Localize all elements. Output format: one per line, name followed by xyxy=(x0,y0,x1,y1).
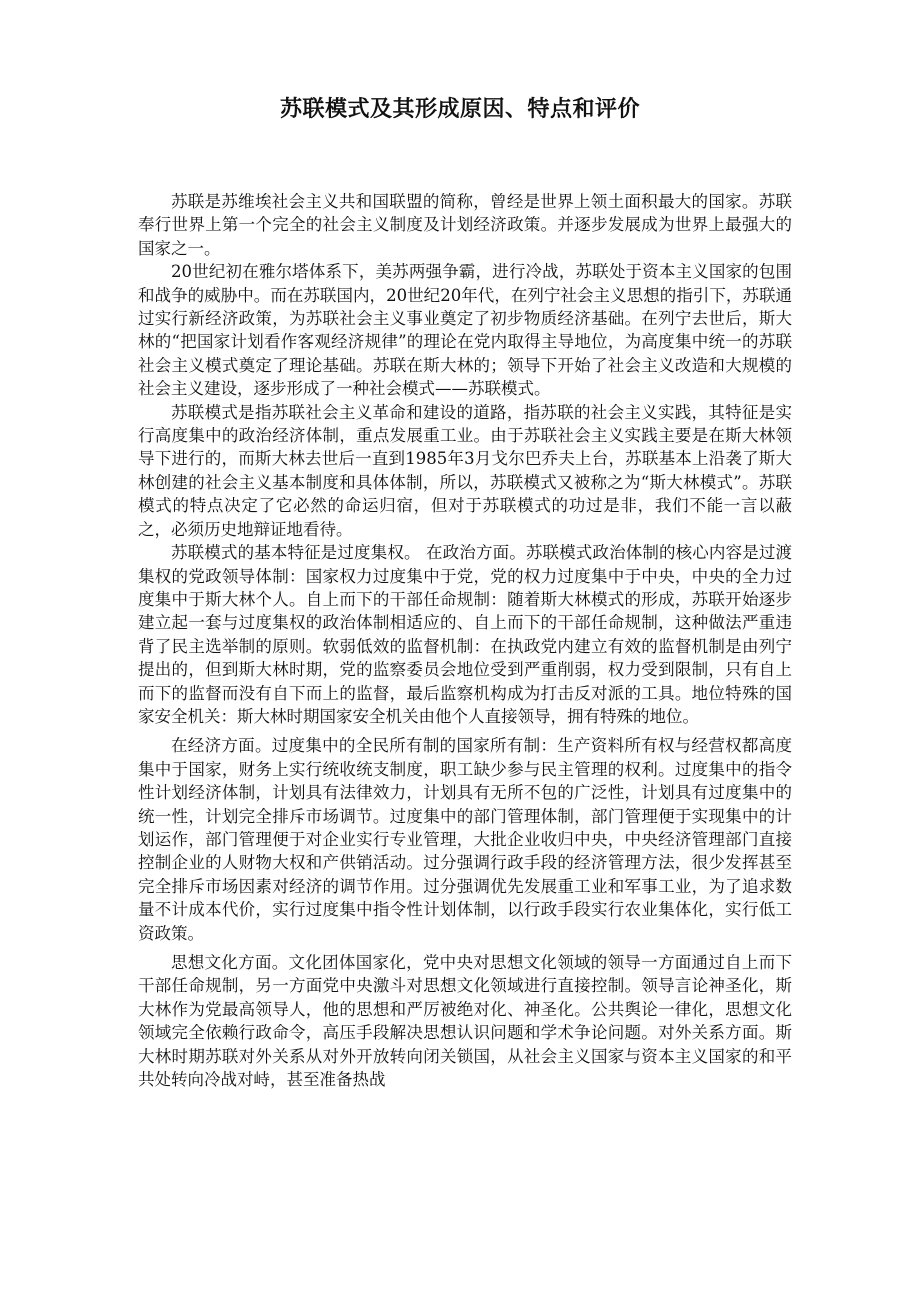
paragraph-background: 20世纪初在雅尔塔体系下，美苏两强争霸，进行冷战，苏联处于资本主义国家的包围和战争的威胁中。而在苏联国内，20世纪20年代，在列宁社会主义思想的指引下，苏联通过实行新经济政策，为苏联社会主义事业奠定了初步物质经济基础。在列宁去世后，斯大林的“把国家计划看作客观经济规律”的理论在党内取得主导地位，为高度集中统一的苏联社会主义模式奠定了理论基础。苏联在斯大林的；领导下开始了社会主义改造和大规模的社会主义建设，逐步形成了一种社会模式——苏联模式。 xyxy=(138,262,792,399)
paragraph-definition: 苏联模式是指苏联社会主义革命和建设的道路，指苏联的社会主义实践，其特征是实行高度集中的政治经济体制，重点发展重工业。由于苏联社会主义实践主要是在斯大林领导下进行的，而斯大林去世后一直到1985年3月戈尔巴乔夫上台，苏联基本上沿袭了斯大林创建的社会主义基本制度和具体体制，所以，苏联模式又被称之为“斯大林模式”。苏联模式的特点决定了它必然的命运归宿，但对于苏联模式的功过是非，我们不能一言以蔽之，必须历史地辩证地看待。 xyxy=(138,402,792,539)
paragraph-culture: 思想文化方面。文化团体国家化，党中央对思想文化领域的领导一方面通过自上而下干部任命规制，另一方面党中央激斗对思想文化领域进行直接控制。领导言论神圣化，斯大林作为党最高领导人，他的思想和严厉被绝对化、神圣化。公共舆论一律化，思想文化领域完全依赖行政命令，高压手段解决思想认识问题和学术争论问题。对外关系方面。斯大林时期苏联对外关系从对外开放转向闭关锁国，从社会主义国家与资本主义国家的和平共处转向冷战对峙，甚至准备热战 xyxy=(138,953,792,1090)
paragraph-economy: 在经济方面。过度集中的全民所有制的国家所有制：生产资料所有权与经营权都高度集中于国家，财务上实行统收统支制度，职工缺少参与民主管理的权利。过度集中的指令性计划经济体制，计划具有法律效力，计划具有无所不包的广泛性，计划具有过度集中的统一性，计划完全排斥市场调节。过度集中的部门管理体制，部门管理便于实现集中的计划运作，部门管理便于对企业实行专业管理，大批企业收归中央，中央经济管理部门直接控制企业的人财物大权和产供销活动。过分强调行政手段的经济管理方法，很少发挥甚至完全排斥市场因素对经济的调节作用。过分强调优先发展重工业和军事工业，为了追求数量不计成本代价，实行过度集中指令性计划体制，以行政手段实行农业集体化，实行低工资政策。 xyxy=(138,736,792,943)
paragraph-politics: 苏联模式的基本特征是过度集权。 在政治方面。苏联模式政治体制的核心内容是过渡集权的党政领导体制：国家权力过度集中于党，党的权力过度集中于中央，中央的全力过度集中于斯大林个人。自上而下的干部任命规制：随着斯大林模式的形成，苏联开始逐步建立起一套与过度集权的政治体制相适应的、自上而下的干部任命规制，这种做法严重违背了民主选举制的原则。软弱低效的监督机制：在执政党内建立有效的监督机制是由列宁提出的，但到斯大林时期，党的监察委员会地位受到严重削弱，权力受到限制，只有自上而下的监督而没有自下而上的监督，最后监察机构成为打击反对派的工具。地位特殊的国家安全机关：斯大林时期国家安全机关由他个人直接领导，拥有特殊的地位。 xyxy=(138,543,792,726)
document-body xyxy=(138,190,792,1091)
document-title: 苏联模式及其形成原因、特点和评价 xyxy=(279,97,640,122)
paragraph-intro: 苏联是苏维埃社会主义共和国联盟的简称，曾经是世界上领土面积最大的国家。苏联奉行世界上第一个完全的社会主义制度及计划经济政策。并逐步发展成为世界上最强大的国家之一。 xyxy=(138,192,792,258)
